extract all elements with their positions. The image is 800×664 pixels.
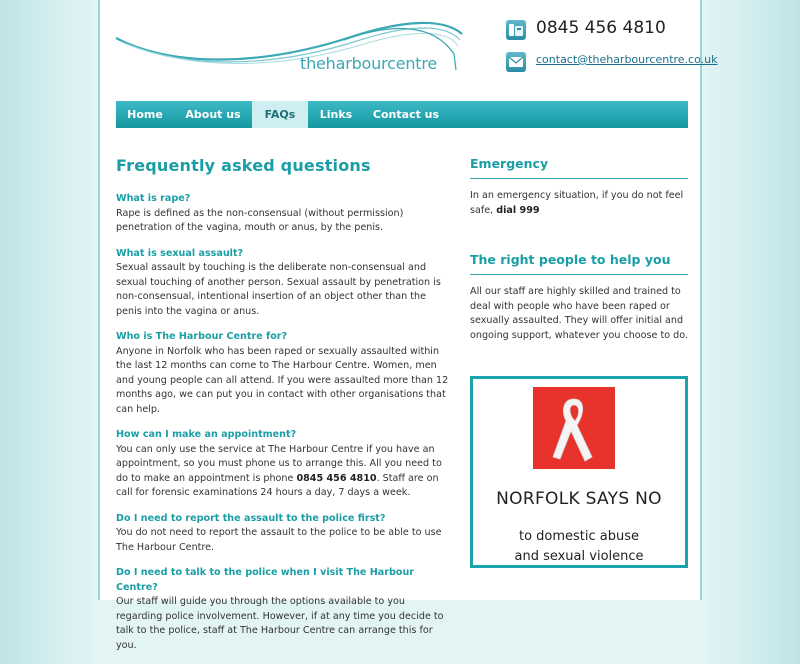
right-people-section <box>470 252 688 343</box>
nav-faqs[interactable]: FAQs <box>252 101 308 128</box>
awareness-ribbon-icon <box>533 387 615 469</box>
phone-number: 0845 456 4810 <box>536 18 666 38</box>
nav-about-us[interactable]: About us <box>185 108 241 121</box>
faq-answer: Sexual assault by touching is the deliberate non-consensual and sexual touching of another person. Sexual assault by penetration is non-consensual, intentional insertion of an object other than the penis into the vagina or anus. <box>116 262 441 317</box>
emergency-text <box>470 189 688 218</box>
emergency-number: dial 999 <box>496 204 540 216</box>
faq-question: How can I make an appointment? <box>116 429 297 440</box>
phone-icon <box>506 20 526 40</box>
faq-question: Who is The Harbour Centre for? <box>116 331 288 342</box>
faq-answer: Anyone in Norfolk who has been raped or sexually assaulted within the last 12 months can come to The Harbour Centre. Women, men and young people can all attend. If you were assaulted more than 12 months ago, we can put you in contact with other organisations that can help. <box>116 345 449 415</box>
nav-links[interactable]: Links <box>319 108 353 121</box>
faq-question: What is sexual assault? <box>116 247 244 259</box>
faq-question: Do I need to report the assault to the police first? <box>116 512 386 524</box>
nav-contact-us[interactable]: Contact us <box>372 108 440 121</box>
faq-question: Do I need to talk to the police when I visit The Harbour Centre? <box>116 567 415 593</box>
faq-answer: You do not need to report the assault to the police to be able to use The Harbour Centre. <box>116 527 442 553</box>
banner-title: NORFOLK SAYS NO <box>496 489 662 509</box>
sidebar <box>470 156 688 343</box>
faq-answer: Our staff will guide you through the options available to you regarding police involvement. However, if at any time you decide to talk to the police, staff at The Harbour Centre can arrange this for you. <box>116 596 444 651</box>
emergency-section <box>470 156 688 218</box>
phone-number-inline: 0845 456 4810 <box>296 472 377 484</box>
emergency-heading: Emergency <box>470 156 688 179</box>
nav-home[interactable]: Home <box>127 108 163 121</box>
faq-answer <box>116 443 454 501</box>
faq-answer-text: . Staff are on call for forensic examinations 24 hours a day, 7 days a week. <box>116 472 439 498</box>
faq-content <box>116 156 454 664</box>
site-logo[interactable] <box>114 14 464 80</box>
right-people-heading: The right people to help you <box>470 252 688 275</box>
faq-answer: Rape is defined as the non-consensual (without permission) penetration of the vagina, mouth or anus, by the penis. <box>116 207 404 233</box>
banner-subtitle <box>473 527 685 567</box>
main-nav <box>116 101 688 128</box>
right-people-text: All our staff are highly skilled and trained to deal with people who have been raped or sexually assaulted. They will offer initial and ongoing support, whatever you choose to do. <box>470 286 689 341</box>
norfolk-says-no-banner[interactable] <box>470 376 688 568</box>
envelope-icon <box>506 52 526 72</box>
page-title: Frequently asked questions <box>116 156 371 175</box>
logo-text: theharbourcentre <box>300 54 438 73</box>
banner-line-1: to domestic abuse <box>518 529 640 544</box>
emergency-text-body: In an emergency situation, if you do not feel safe, <box>470 190 684 216</box>
faq-question: What is rape? <box>116 193 191 204</box>
page <box>98 0 718 651</box>
email-link[interactable]: contact@theharbourcentre.co.uk <box>536 53 718 66</box>
faq-answer-text: You can only use the service at The Harbour Centre if you have an appointment, so you must phone us to arrange this. All you need to do to make an appointment is phone <box>116 443 442 484</box>
banner-line-2: and sexual violence <box>514 549 644 564</box>
